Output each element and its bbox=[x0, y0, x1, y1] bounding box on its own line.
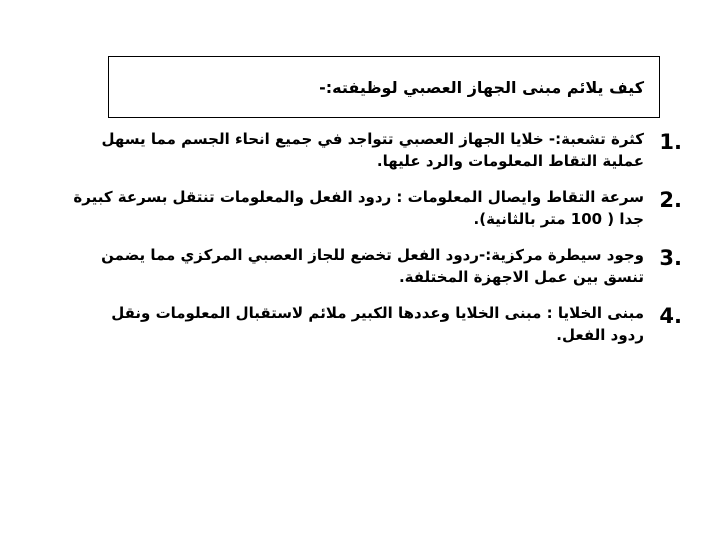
title-box bbox=[108, 56, 660, 118]
item-number: 1. bbox=[659, 130, 682, 154]
list-item bbox=[38, 128, 682, 172]
item-number: 3. bbox=[659, 246, 682, 270]
item-text-line: كثرة تشعبة:- خلايا الجهاز العصبي تتواجد في جميع انحاء الجسم مما يسهل bbox=[101, 130, 644, 148]
list-item bbox=[38, 186, 682, 230]
item-number: 4. bbox=[659, 304, 682, 328]
item-number: 2. bbox=[659, 188, 682, 212]
item-text-line: مبنى الخلايا : مبنى الخلايا وعددها الكبير ملائم لاستقبال المعلومات ونقل bbox=[111, 304, 644, 322]
item-text-line: وجود سيطرة مركزية:-ردود الفعل تخضع للجاز العصبي المركزي مما يضمن bbox=[101, 246, 644, 264]
list-item bbox=[38, 302, 682, 346]
item-text-line: تنسق بين عمل الاجهزة المختلفة. bbox=[398, 268, 644, 286]
slide-title: كيف يلائم مبنى الجهاز العصبي لوظيفته:- bbox=[319, 77, 644, 97]
item-text-line: ردود الفعل. bbox=[556, 326, 644, 344]
list-item bbox=[38, 244, 682, 288]
item-text-line: عملية التقاط المعلومات والرد عليها. bbox=[376, 152, 644, 170]
point-list bbox=[38, 128, 682, 360]
item-text-line: جدا ( 100 متر بالثانية). bbox=[473, 210, 644, 228]
item-text-line: سرعة التقاط وايصال المعلومات : ردود الفعل والمعلومات تنتقل بسرعة كبيرة bbox=[73, 188, 644, 206]
